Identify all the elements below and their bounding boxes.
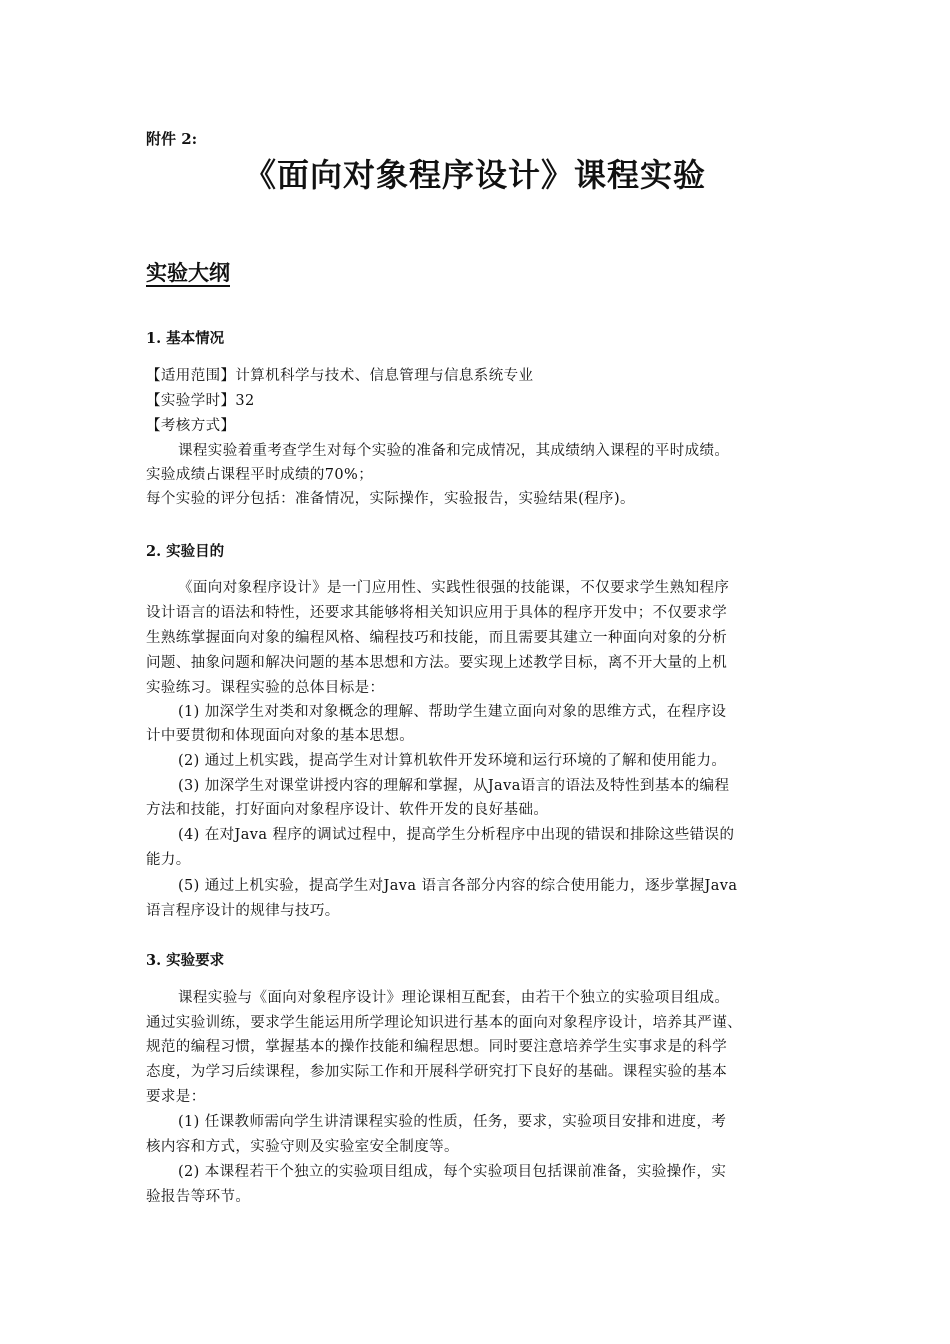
paragraph-line: 设计语言的语法和特性，还要求其能够将相关知识应用于具体的程序开发中；不仅要求学 — [146, 605, 728, 621]
list-item-continued: 语言程序设计的规律与技巧。 — [146, 903, 340, 919]
attachment-label: 附件 2: — [146, 130, 198, 148]
page-title: 《面向对象程序设计》课程实验 — [243, 156, 706, 194]
section-heading-basic-info: 1. 基本情况 — [146, 330, 225, 347]
paragraph-line: 每个实验的评分包括：准备情况，实际操作，实验报告，实验结果(程序)。 — [146, 491, 635, 507]
scope-line: 【适用范围】计算机科学与技术、信息管理与信息系统专业 — [146, 368, 534, 384]
list-item-continued: 方法和技能，打好面向对象程序设计、软件开发的良好基础。 — [146, 802, 549, 818]
hours-line: 【实验学时】32 — [146, 393, 255, 409]
exam-label: 【考核方式】 — [146, 418, 236, 434]
paragraph-line: 生熟练掌握面向对象的编程风格、编程技巧和技能，而且需要其建立一种面向对象的分析 — [146, 630, 728, 646]
paragraph-line: 通过实验训练，要求学生能运用所学理论知识进行基本的面向对象程序设计，培养其严谨、 — [146, 1015, 742, 1031]
section-heading-purpose: 2. 实验目的 — [146, 543, 225, 560]
paragraph-line: 问题、抽象问题和解决问题的基本思想和方法。要实现上述教学目标，离不开大量的上机 — [146, 655, 728, 671]
list-item: (1) 任课教师需向学生讲清课程实验的性质，任务，要求，实验项目安排和进度，考 — [178, 1114, 727, 1130]
paragraph-line: 课程实验着重考查学生对每个实验的准备和完成情况，其成绩纳入课程的平时成绩。 — [178, 443, 730, 459]
paragraph-line: 《面向对象程序设计》是一门应用性、实践性很强的技能课，不仅要求学生熟知程序 — [178, 580, 730, 596]
list-item: (5) 通过上机实验，提高学生对Java 语言各部分内容的综合使用能力，逐步掌握Java — [178, 878, 738, 894]
paragraph-line: 实验成绩占课程平时成绩的70%； — [146, 467, 374, 483]
list-item: (2) 本课程若干个独立的实验项目组成，每个实验项目包括课前准备，实验操作，实 — [178, 1164, 727, 1180]
list-item-continued: 能力。 — [146, 852, 191, 868]
list-item-continued: 核内容和方式，实验守则及实验室安全制度等。 — [146, 1139, 459, 1155]
paragraph-line: 要求是： — [146, 1089, 206, 1105]
paragraph-line: 课程实验与《面向对象程序设计》理论课相互配套，由若干个独立的实验项目组成。 — [178, 990, 730, 1006]
list-item-continued: 验报告等环节。 — [146, 1189, 251, 1205]
section-heading-requirements: 3. 实验要求 — [146, 952, 225, 969]
paragraph-line: 态度，为学习后续课程，参加实际工作和开展科学研究打下良好的基础。课程实验的基本 — [146, 1064, 728, 1080]
list-item: (1) 加深学生对类和对象概念的理解、帮助学生建立面向对象的思维方式，在程序设 — [178, 704, 727, 720]
list-item: (2) 通过上机实践，提高学生对计算机软件开发环境和运行环境的了解和使用能力。 — [178, 753, 727, 769]
list-item: (3) 加深学生对课堂讲授内容的理解和掌握，从Java语言的语法及特性到基本的编程 — [178, 778, 730, 794]
paragraph-line: 规范的编程习惯，掌握基本的操作技能和编程思想。同时要注意培养学生实事求是的科学 — [146, 1039, 728, 1055]
list-item-continued: 计中要贯彻和体现面向对象的基本思想。 — [146, 728, 415, 744]
list-item: (4) 在对Java 程序的调试过程中，提高学生分析程序中出现的错误和排除这些错误的 — [178, 827, 735, 843]
paragraph-line: 实验练习。课程实验的总体目标是： — [146, 680, 385, 696]
outline-heading: 实验大纲 — [146, 260, 230, 285]
